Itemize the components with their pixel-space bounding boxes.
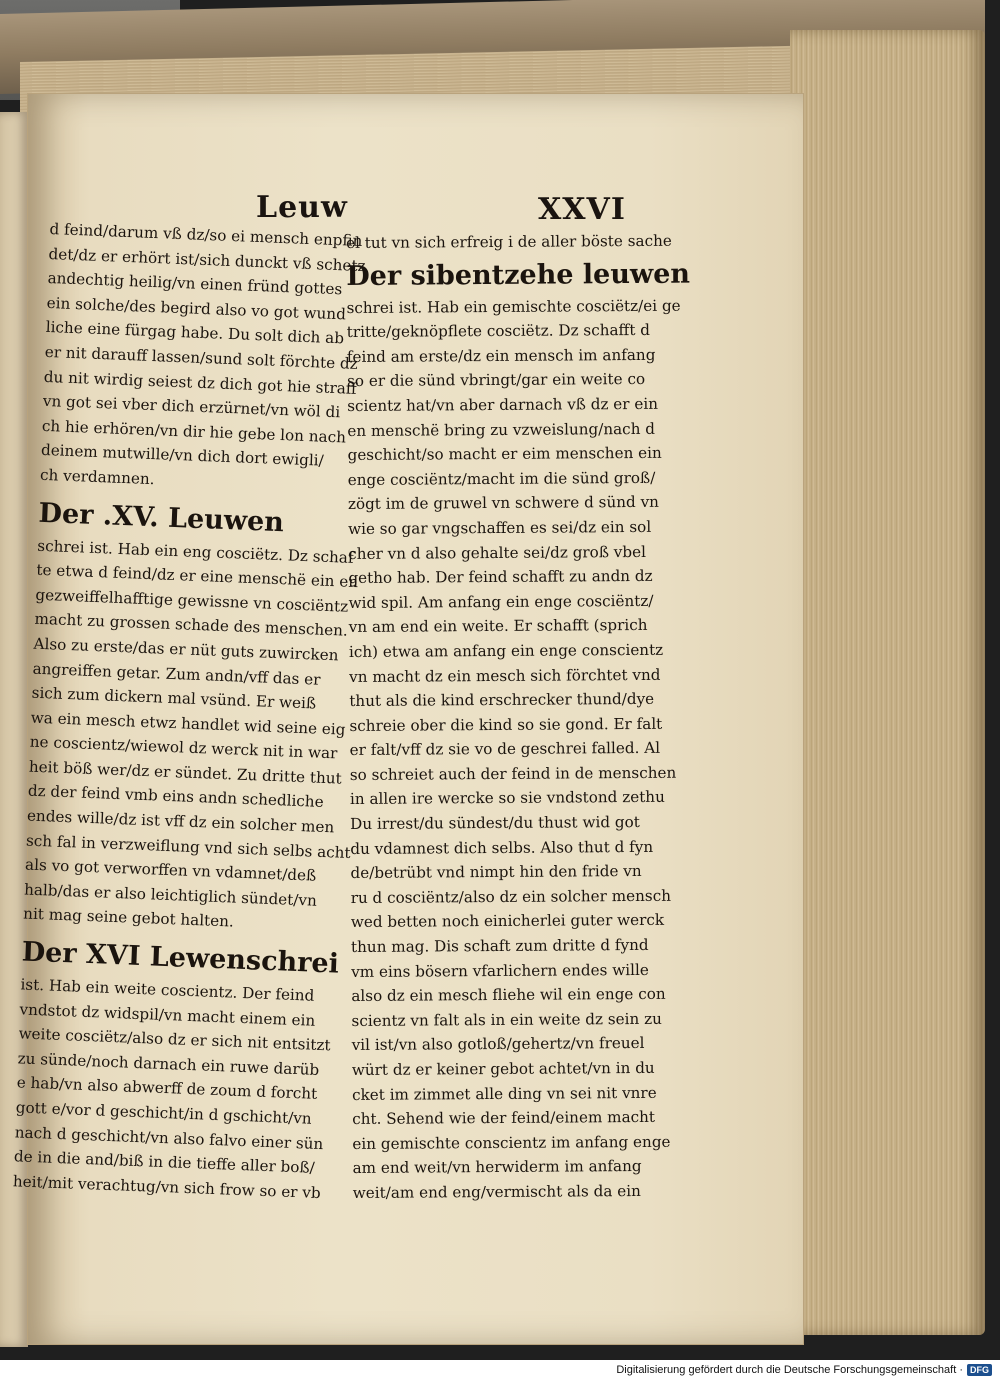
- folio-number: XXVI: [538, 192, 626, 227]
- text-line: gott e/vor d geschicht/in d gschicht/vn: [15, 1098, 313, 1128]
- text-line: weite cosciëtz/also dz er sich nit entsitzt: [18, 1024, 331, 1055]
- text-line: te etwa d feind/dz er eine menschë ein en: [36, 560, 359, 592]
- text-line: ch verdamnen.: [39, 465, 155, 489]
- text-line: e hab/vn also abwerff de zoum d forcht: [16, 1073, 318, 1104]
- text-line: vn got sei vber dich erzürnet/vn wöl di: [42, 392, 341, 422]
- text-line: el tut vn sich erfreig i de aller böste sache: [346, 231, 672, 252]
- text-line: vm eins bösern vfarlichern endes wille: [351, 960, 649, 981]
- text-line: er nit darauff lassen/sund solt förchte dz: [44, 342, 359, 373]
- text-line: Du irrest/du sündest/du thust wid got: [350, 813, 640, 834]
- text-line: in allen ire wercke so sie vndstond zethu: [349, 788, 665, 809]
- text-line: er falt/vff dz sie vo de geschrei falled. Al: [349, 739, 661, 760]
- text-line: de/betrübt vnd nimpt hin den fride vn: [350, 862, 642, 883]
- text-line: wed betten noch einicherlei guter werck: [350, 911, 665, 932]
- text-line: zu sünde/noch darnach ein ruwe darüb: [17, 1049, 320, 1079]
- text-line: nach d geschicht/vn also falvo einer sün: [14, 1122, 324, 1153]
- text-line: det/dz er erhört ist/sich dunckt vß schetz: [48, 244, 366, 275]
- text-line: feind am erste/dz ein mensch im anfang: [346, 345, 656, 366]
- text-line: würt dz er keiner gebot achtet/vn in du: [351, 1058, 655, 1079]
- text-line: ist. Hab ein weite coscientz. Der feind: [20, 975, 315, 1005]
- text-line: thun mag. Dis schaft zum dritte d fynd: [350, 935, 649, 957]
- text-line: Also zu erste/das er nüt guts zuwircken: [33, 634, 339, 665]
- text-line: heit/mit verachtug/vn sich frow so er vb: [12, 1172, 321, 1202]
- text-line: wid spil. Am anfang ein enge cosciëntz/: [348, 591, 654, 612]
- book-page: [12, 94, 803, 1344]
- text-line: ein gemischte conscientz im anfang enge: [352, 1132, 671, 1153]
- text-line: vn macht dz ein mesch sich förchtet vnd: [349, 665, 661, 686]
- text-line: enge cosciëntz/macht im die sünd groß/: [347, 468, 656, 489]
- text-line: du vdamnest dich selbs. Also thut d fyn: [350, 837, 654, 858]
- text-line: schrei ist. Hab ein gemischte cosciëtz/ei ge: [346, 296, 681, 317]
- text-line: vil ist/vn also gotloß/gehertz/vn freuel: [351, 1034, 645, 1055]
- text-line: cher vn d also gehalte sei/dz groß vbel: [348, 542, 646, 563]
- text-line: de in die and/biß in die tieffe aller boß/: [13, 1147, 316, 1178]
- section-heading: Der .XV. Leuwen: [38, 497, 285, 538]
- right-column: [346, 229, 691, 1206]
- text-line: ein solche/des begird also vo got wund: [46, 293, 347, 324]
- text-line: cket im zimmet alle ding vn sei nit vnre: [351, 1083, 657, 1104]
- text-line: zögt im de gruwel vn schwere d sünd vn: [347, 493, 659, 514]
- text-line: macht zu grossen schade des menschen.: [34, 610, 349, 641]
- footer-credit: Digitalisierung gefördert durch die Deutsche Forschungsgemeinschaft ·: [616, 1364, 963, 1376]
- running-title: Leuw: [256, 190, 348, 225]
- digitization-footer: [0, 1360, 1000, 1380]
- text-line: als vo got verworffen vn vdamnet/deß: [24, 855, 317, 885]
- text-line: so schreiet auch der feind in de menschen: [349, 763, 677, 784]
- text-line: am end weit/vn herwiderm im anfang: [352, 1157, 642, 1178]
- text-line: scientz hat/vn aber darnach vß dz er ein: [347, 394, 659, 415]
- text-line: also dz ein mesch fliehe wil ein enge con: [351, 985, 666, 1006]
- text-line: weit/am end eng/vermischt als da ein: [352, 1181, 641, 1202]
- text-line: endes wille/dz ist vff dz ein solcher men: [26, 806, 335, 837]
- left-column: [12, 217, 366, 1205]
- text-line: liche eine fürgag habe. Du solt dich ab: [45, 318, 345, 348]
- text-line: ch hie erhören/vn dir hie gebe lon nach: [41, 416, 347, 447]
- text-line: ru d cosciëntz/also dz ein solcher mensch: [350, 886, 672, 907]
- text-line: wa ein mesch etwz handlet wid seine eig: [30, 708, 346, 739]
- text-line: ich) etwa am anfang ein enge conscientz: [348, 640, 664, 661]
- text-line: nit mag seine gebot halten.: [22, 904, 235, 932]
- text-line: cht. Sehend wie der feind/einem macht: [352, 1108, 656, 1129]
- text-line: sich zum dickern mal vsünd. Er weiß: [31, 683, 317, 713]
- text-line: d feind/darum vß dz/so ei mensch enpfin: [49, 219, 363, 250]
- text-line: du nit wirdig seiest dz dich got hie straff: [43, 367, 357, 398]
- text-line: heit böß wer/dz er sündet. Zu dritte thut: [28, 757, 343, 788]
- text-line: vndstot dz widspil/vn macht einem ein: [19, 1000, 316, 1030]
- text-line: schrei ist. Hab ein eng cosciëtz. Dz schaf: [37, 536, 354, 567]
- text-line: andechtig heilig/vn einen fründ gottes: [47, 269, 343, 299]
- text-line: sch fal in verzweiflung vnd sich selbs acht: [25, 831, 351, 862]
- page-edges-fore: [790, 30, 985, 1335]
- text-line: gezweiffelhafftige gewissne vn cosciëntz: [35, 585, 349, 616]
- section-heading: Der XVI Lewenschrei: [21, 936, 340, 980]
- text-line: vn am end ein weite. Er schafft (sprich: [348, 616, 648, 637]
- text-line: schreie ober die kind so sie gond. Er falt: [349, 714, 663, 735]
- text-line: wie so gar vngschaffen es sei/dz ein sol: [348, 517, 652, 538]
- text-line: thut als die kind erschrecker thund/dye: [349, 689, 655, 711]
- section-heading: Der sibentzehe leuwen: [346, 258, 691, 292]
- text-line: deinem mutwille/vn dich dort ewigli/: [40, 441, 325, 471]
- text-line: so er die sünd vbringt/gar ein weite co: [346, 370, 646, 391]
- text-line: halb/das er also leichtiglich sündet/vn: [23, 880, 318, 910]
- text-line: getho hab. Der feind schafft zu andn dz: [348, 566, 653, 588]
- text-line: en menschë bring zu vzweislung/nach d: [347, 419, 656, 440]
- text-line: ne coscientz/wiewol dz werck nit in war: [29, 732, 338, 763]
- text-line: scientz vn falt als in ein weite dz sein zu: [351, 1009, 662, 1030]
- text-line: tritte/geknöpflete cosciëtz. Dz schafft d: [346, 321, 651, 342]
- text-line: geschicht/so macht er eim menschen ein: [347, 443, 662, 465]
- text-line: dz der feind vmb eins andn schedliche: [27, 782, 324, 812]
- dfg-logo-icon: DFG: [967, 1364, 992, 1376]
- text-line: angreiffen getar. Zum andn/vff das er: [32, 659, 321, 689]
